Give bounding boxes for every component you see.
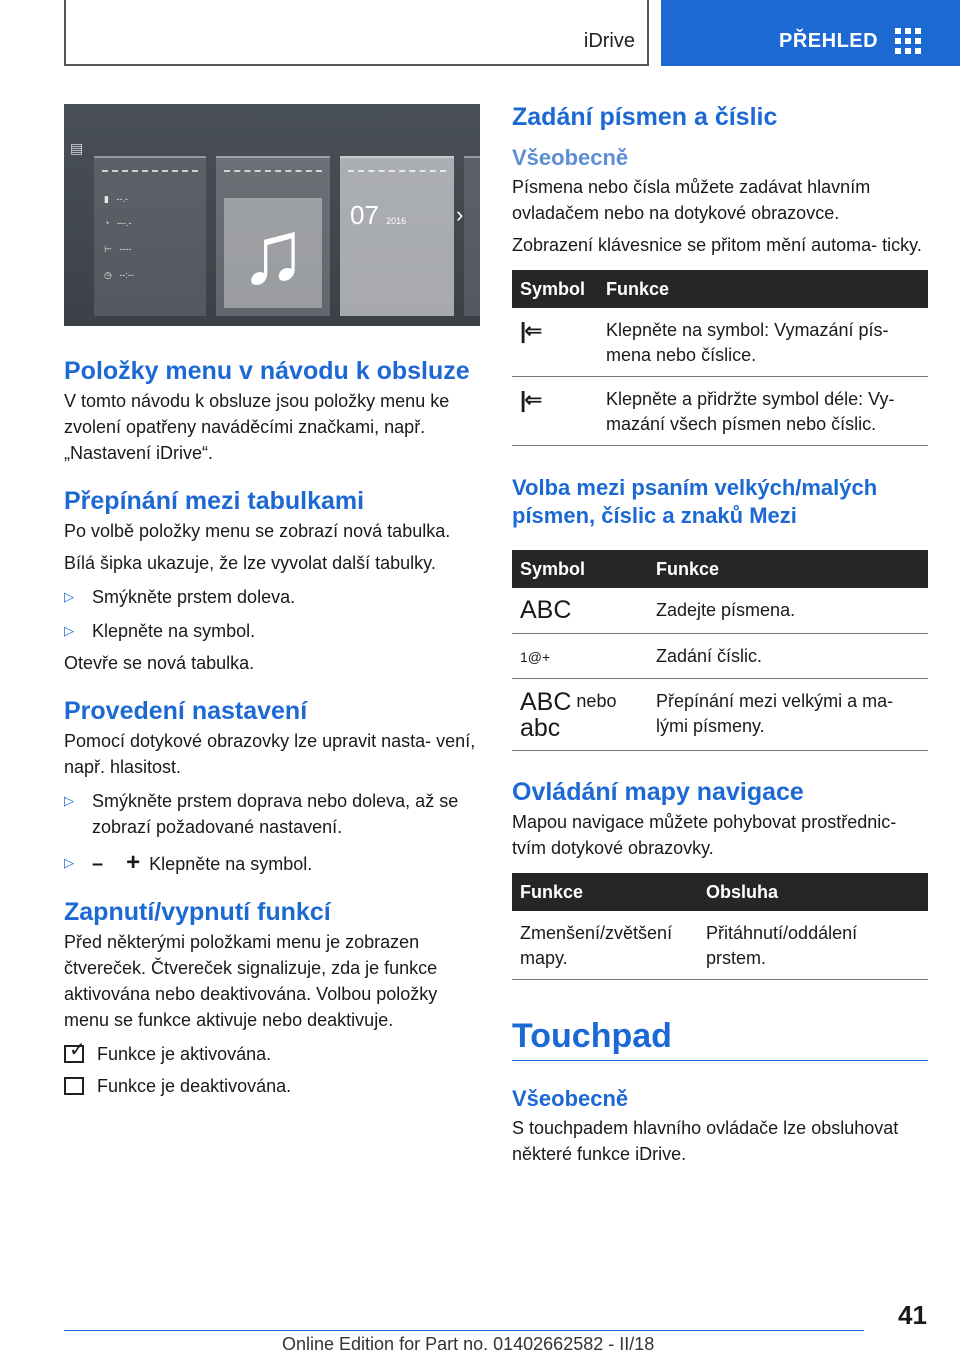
th-symbol: Symbol — [512, 270, 598, 308]
menu-icon: ▤ — [70, 140, 84, 156]
touchpad-rule — [512, 1060, 928, 1061]
heading-general-2: Všeobecně — [512, 1086, 629, 1111]
heading-menu-items: Položky menu v návodu k obsluze — [64, 357, 470, 385]
checkbox-empty-icon — [64, 1077, 84, 1095]
footer-edition: Online Edition for Part no. 01402662582 - II/18 — [282, 1334, 655, 1354]
text-switch-3: Otevře se nová tabulka. — [64, 653, 255, 673]
media-tile — [216, 156, 330, 316]
heading-general: Všeobecně — [512, 145, 629, 170]
minus-icon: – — [92, 853, 104, 875]
table-row: ABC Zadejte písmena. — [512, 588, 928, 634]
header-section-box — [64, 0, 649, 66]
music-note-icon: ♫ — [224, 198, 322, 308]
table-row: ABC nebo abc Přepínání mezi velkými a ma- lými písmeny. — [512, 679, 928, 751]
heading-map: Ovládání mapy navigace — [512, 778, 804, 806]
plus-icon: + — [126, 849, 141, 876]
timer-icon: ◷ --:-- — [104, 270, 134, 280]
text-settings: Pomocí dotykové obrazovky lze upravit nasta- vení, např. hlasitost. — [64, 731, 476, 777]
text-switch-1: Po volbě položky menu se zobrazí nová tabulka. — [64, 521, 451, 541]
th-operation: Obsluha — [698, 873, 928, 911]
bullet-switch-2: ▷ Klepněte na symbol. — [64, 618, 480, 644]
right-column — [512, 102, 928, 1167]
bullet-settings-2: ▷ – + Klepněte na symbol. — [64, 850, 480, 877]
checkbox-checked-icon: ✓ — [64, 1045, 84, 1063]
abc-icon: ABC — [520, 596, 572, 624]
fuel-icon: ▮ --.- — [104, 194, 128, 204]
abc-upper-icon: ABC — [520, 688, 572, 716]
idrive-screenshot — [64, 104, 480, 326]
page-number: 41 — [898, 1300, 927, 1330]
heading-input: Zadání písmen a číslic — [512, 103, 778, 131]
abc-lower-icon: abc — [520, 714, 561, 742]
backspace-icon: |⇐ — [520, 318, 541, 343]
toggle-off-row: Funkce je deaktivována. — [64, 1073, 480, 1099]
grid-menu-icon — [895, 28, 921, 54]
header-chapter: PŘEHLED — [779, 30, 879, 52]
date-display: 07 2016 — [350, 200, 407, 230]
text-input-2: Zobrazení klávesnice se přitom mění automa- ticky. — [512, 235, 922, 255]
range-icon: ⊢ ---- — [104, 244, 132, 254]
heading-switch-tables: Přepínání mezi tabulkami — [64, 487, 365, 515]
toggle-on-row: ✓ Funkce je aktivována. — [64, 1041, 480, 1067]
header-chapter-tab[interactable] — [661, 0, 960, 66]
left-column — [64, 104, 480, 1099]
numbers-icon: 1@+ — [520, 649, 551, 665]
table-row: |⇐ Klepněte na symbol: Vymazání pís- mena nebo číslice. — [512, 308, 928, 377]
th-function: Funkce — [598, 270, 928, 308]
th-function: Funkce — [648, 550, 928, 588]
backspace-icon: |⇐ — [520, 387, 541, 412]
heading-case: Volba mezi psaním velkých/malých písmen, číslic a znaků Mezi — [512, 475, 878, 528]
text-map: Mapou navigace můžete pohybovat prostřednic- tvím dotykové obrazovky. — [512, 812, 897, 858]
vehicle-info-tile — [94, 156, 206, 316]
table-row: |⇐ Klepněte a přidržte symbol déle: Vy- mazání všech písmen nebo číslic. — [512, 377, 928, 446]
th-symbol: Symbol — [512, 550, 648, 588]
header-section: iDrive — [583, 30, 635, 52]
text-switch-2: Bílá šipka ukazuje, že lze vyvolat další tabulky. — [64, 553, 436, 573]
text-menu-items: V tomto návodu k obsluze jsou položky menu ke zvolení opatřeny naváděcími značkami, např. „Nastavení iDrive“. — [64, 391, 450, 463]
heading-toggle: Zapnutí/vypnutí funkcí — [64, 898, 331, 926]
table-delete — [512, 270, 928, 446]
heading-touchpad: Touchpad — [512, 1017, 672, 1055]
table-map — [512, 873, 928, 980]
bullet-settings-1: ▷ Smýkněte prstem doprava nebo doleva, až se zobrazí požadované nastavení. — [64, 788, 480, 840]
next-tile — [464, 156, 480, 316]
th-function: Funkce — [512, 873, 698, 911]
date-tile — [340, 156, 454, 316]
bullet-switch-1: ▷ Smýkněte prstem doleva. — [64, 584, 480, 610]
table-row: 1@+ Zadání číslic. — [512, 634, 928, 679]
text-toggle: Před některými položkami menu je zobrazen čtvereček. Čtvereček signalizuje, zda je funkce aktivována nebo deaktivována. Volbou položky menu se funkce aktivuje nebo deaktivuje. — [64, 932, 438, 1030]
speed-icon: ◔ ---.- — [104, 218, 132, 228]
text-input-1: Písmena nebo čísla můžete zadávat hlavním ovladačem nebo na dotykové obrazovce. — [512, 177, 871, 223]
heading-settings: Provedení nastavení — [64, 697, 308, 725]
footer-rule — [64, 1330, 864, 1331]
table-case — [512, 550, 928, 751]
chevron-right-icon: › — [456, 202, 464, 227]
table-row: Zmenšení/zvětšení mapy. Přitáhnutí/oddálení prstem. — [512, 911, 928, 980]
text-touchpad: S touchpadem hlavního ovládače lze obsluhovat některé funkce iDrive. — [512, 1118, 899, 1164]
